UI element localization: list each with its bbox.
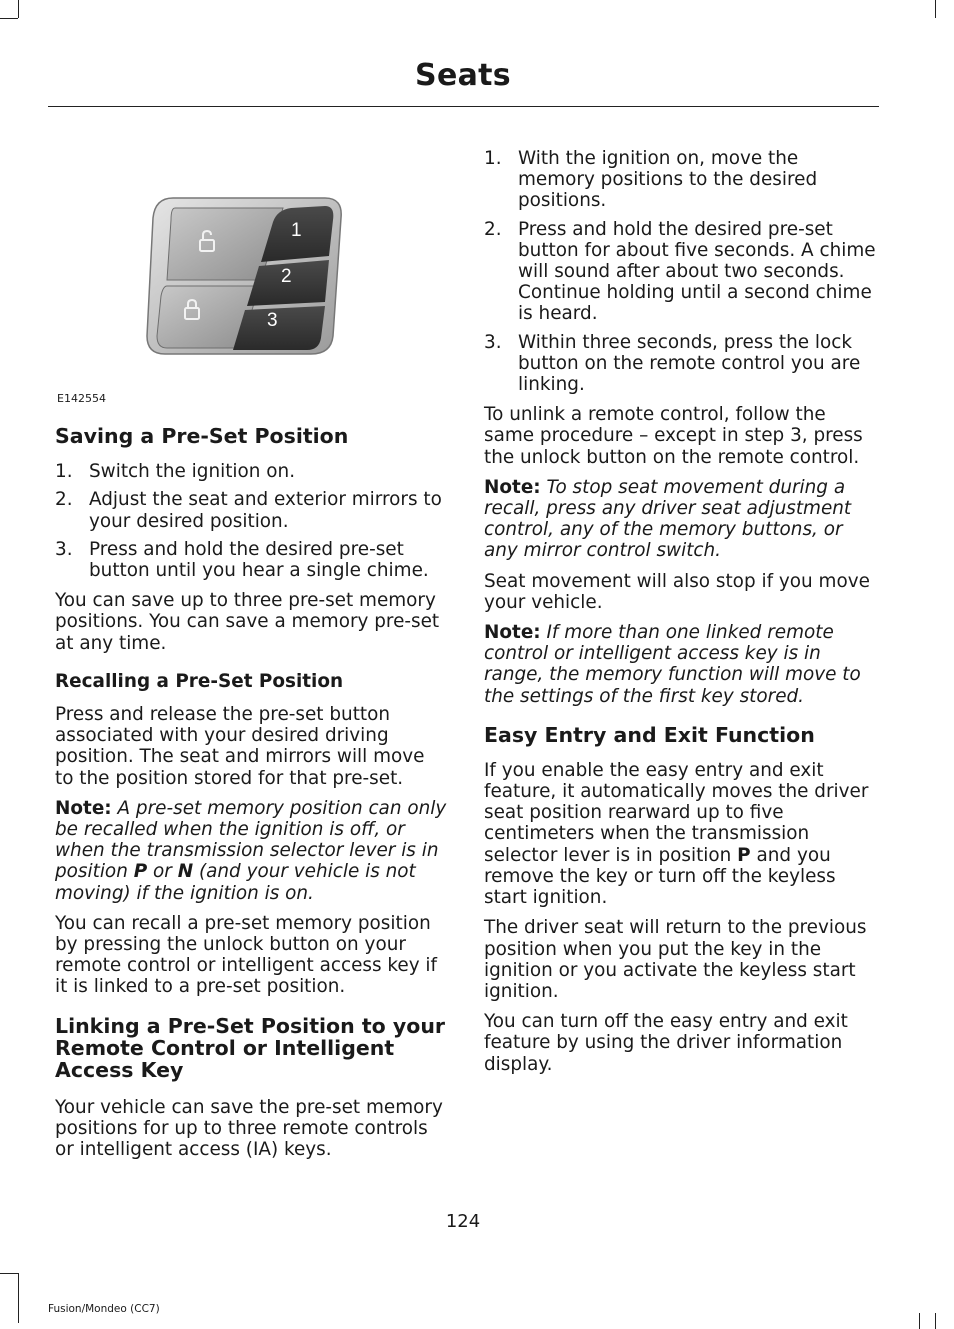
note-label: Note: [484,476,541,498]
title-rule [48,106,879,107]
step-text: Press and hold the desired pre-set button until you hear a single chime. [89,538,429,582]
note-multiple-keys [484,622,876,707]
step-number: 1. [55,461,73,483]
recall-heading: Recalling a Pre-Set Position [55,670,344,692]
step-number: 2. [484,218,502,240]
step-number: 1. [484,148,502,169]
note-text: A pre-set memory position can only be recalled when the ignition is off, or when the transmission selector lever is in position [55,797,447,883]
seat-memory-figure [143,196,443,358]
crop-mark [935,1313,936,1329]
list-item [484,332,876,396]
easy-entry-paragraph-2: The driver seat will return to the previous position when you put the key in the ignition or you activate the keyless start ignition. [484,917,867,1002]
memory-button-2: 2 [281,266,292,287]
step-text: Within three seconds, press the lock button on the remote control you are linking. [518,331,861,396]
crop-mark [18,0,19,18]
paragraph-text: and you remove the key or turn off the keyless start ignition. [484,844,836,909]
saving-paragraph: You can save up to three pre-set memory positions. You can save a memory pre-set at any time. [55,590,440,654]
saving-heading: Saving a Pre-Set Position [55,424,349,449]
linking-paragraph: Your vehicle can save the pre-set memory positions for up to three remote controls or intelligent access (IA) keys. [55,1096,443,1161]
unlock-icon [199,230,215,252]
left-column [55,196,447,1169]
linking-steps [484,148,876,395]
unlink-paragraph: To unlink a remote control, follow the same procedure – except in step 3, press the unlock button on the remote control. [484,404,863,468]
note-text: or [147,861,178,883]
linking-heading: Linking a Pre-Set Position to your Remote Control or Intelligent Access Key [55,1013,446,1082]
gear-n: N [177,861,194,883]
note-label: Note: [55,797,112,819]
stop-paragraph: Seat movement will also stop if you move your vehicle. [484,570,870,613]
crop-mark [0,18,18,19]
note-text: To stop seat movement during a recall, press any driver seat adjustment control, any of the memory buttons, or any mirror control switch. [484,476,852,562]
list-item [484,219,876,325]
paragraph-text: If you enable the easy entry and exit feature, it automatically moves the driver seat position rearward up to five centimeters when the transmission selector lever is in position [484,759,869,866]
note-stop [484,477,876,562]
gear-p: P [737,844,751,866]
gear-p: P [133,861,148,883]
note-text: If more than one linked remote control or intelligent access key is in range, the memory function will move to the settings of the first key stored. [484,622,861,707]
page-number: 124 [445,1211,481,1232]
lock-icon [184,298,200,320]
crop-mark [919,1313,920,1329]
step-text: With the ignition on, move the memory positions to the desired positions. [518,148,818,212]
list-item [484,148,876,212]
easy-entry-paragraph-3: You can turn off the easy entry and exit feature by using the driver information display. [484,1011,848,1075]
list-item [55,489,447,531]
list-item [55,461,447,482]
step-text: Adjust the seat and exterior mirrors to your desired position. [89,489,442,532]
easy-entry-heading: Easy Entry and Exit Function [484,722,815,747]
step-text: Press and hold the desired pre-set button for about five seconds. A chime will sound after about two seconds. Continue holding until a second chime is heard. [518,218,876,325]
step-number: 2. [55,489,73,511]
page-title: Seats [415,58,511,93]
note-recall [55,798,447,904]
memory-button-3: 3 [267,310,278,331]
figure-caption: E142554 [57,392,106,405]
note-label: Note: [484,622,541,644]
recall-paragraph: Press and release the pre-set button associated with your desired driving position. The seat and mirrors will move to the position stored for that pre-set. [55,704,425,789]
easy-entry-paragraph-1 [484,760,876,908]
crop-mark [0,1273,18,1274]
saving-steps [55,461,447,581]
list-item [55,539,447,581]
crop-mark [18,1273,19,1323]
crop-mark [935,0,936,18]
step-text: Switch the ignition on. [89,461,296,483]
note-text: (and your vehicle is not moving) if the ignition is on. [55,861,416,904]
right-column [484,148,876,1084]
step-number: 3. [55,538,73,560]
recall-remote-paragraph: You can recall a pre-set memory position by pressing the unlock button on your remote control or intelligent access key if it is linked to a pre-set position. [55,912,438,998]
memory-button-1: 1 [291,220,302,241]
step-number: 3. [484,331,502,353]
footer-model: Fusion/Mondeo (CC7) [48,1303,160,1315]
